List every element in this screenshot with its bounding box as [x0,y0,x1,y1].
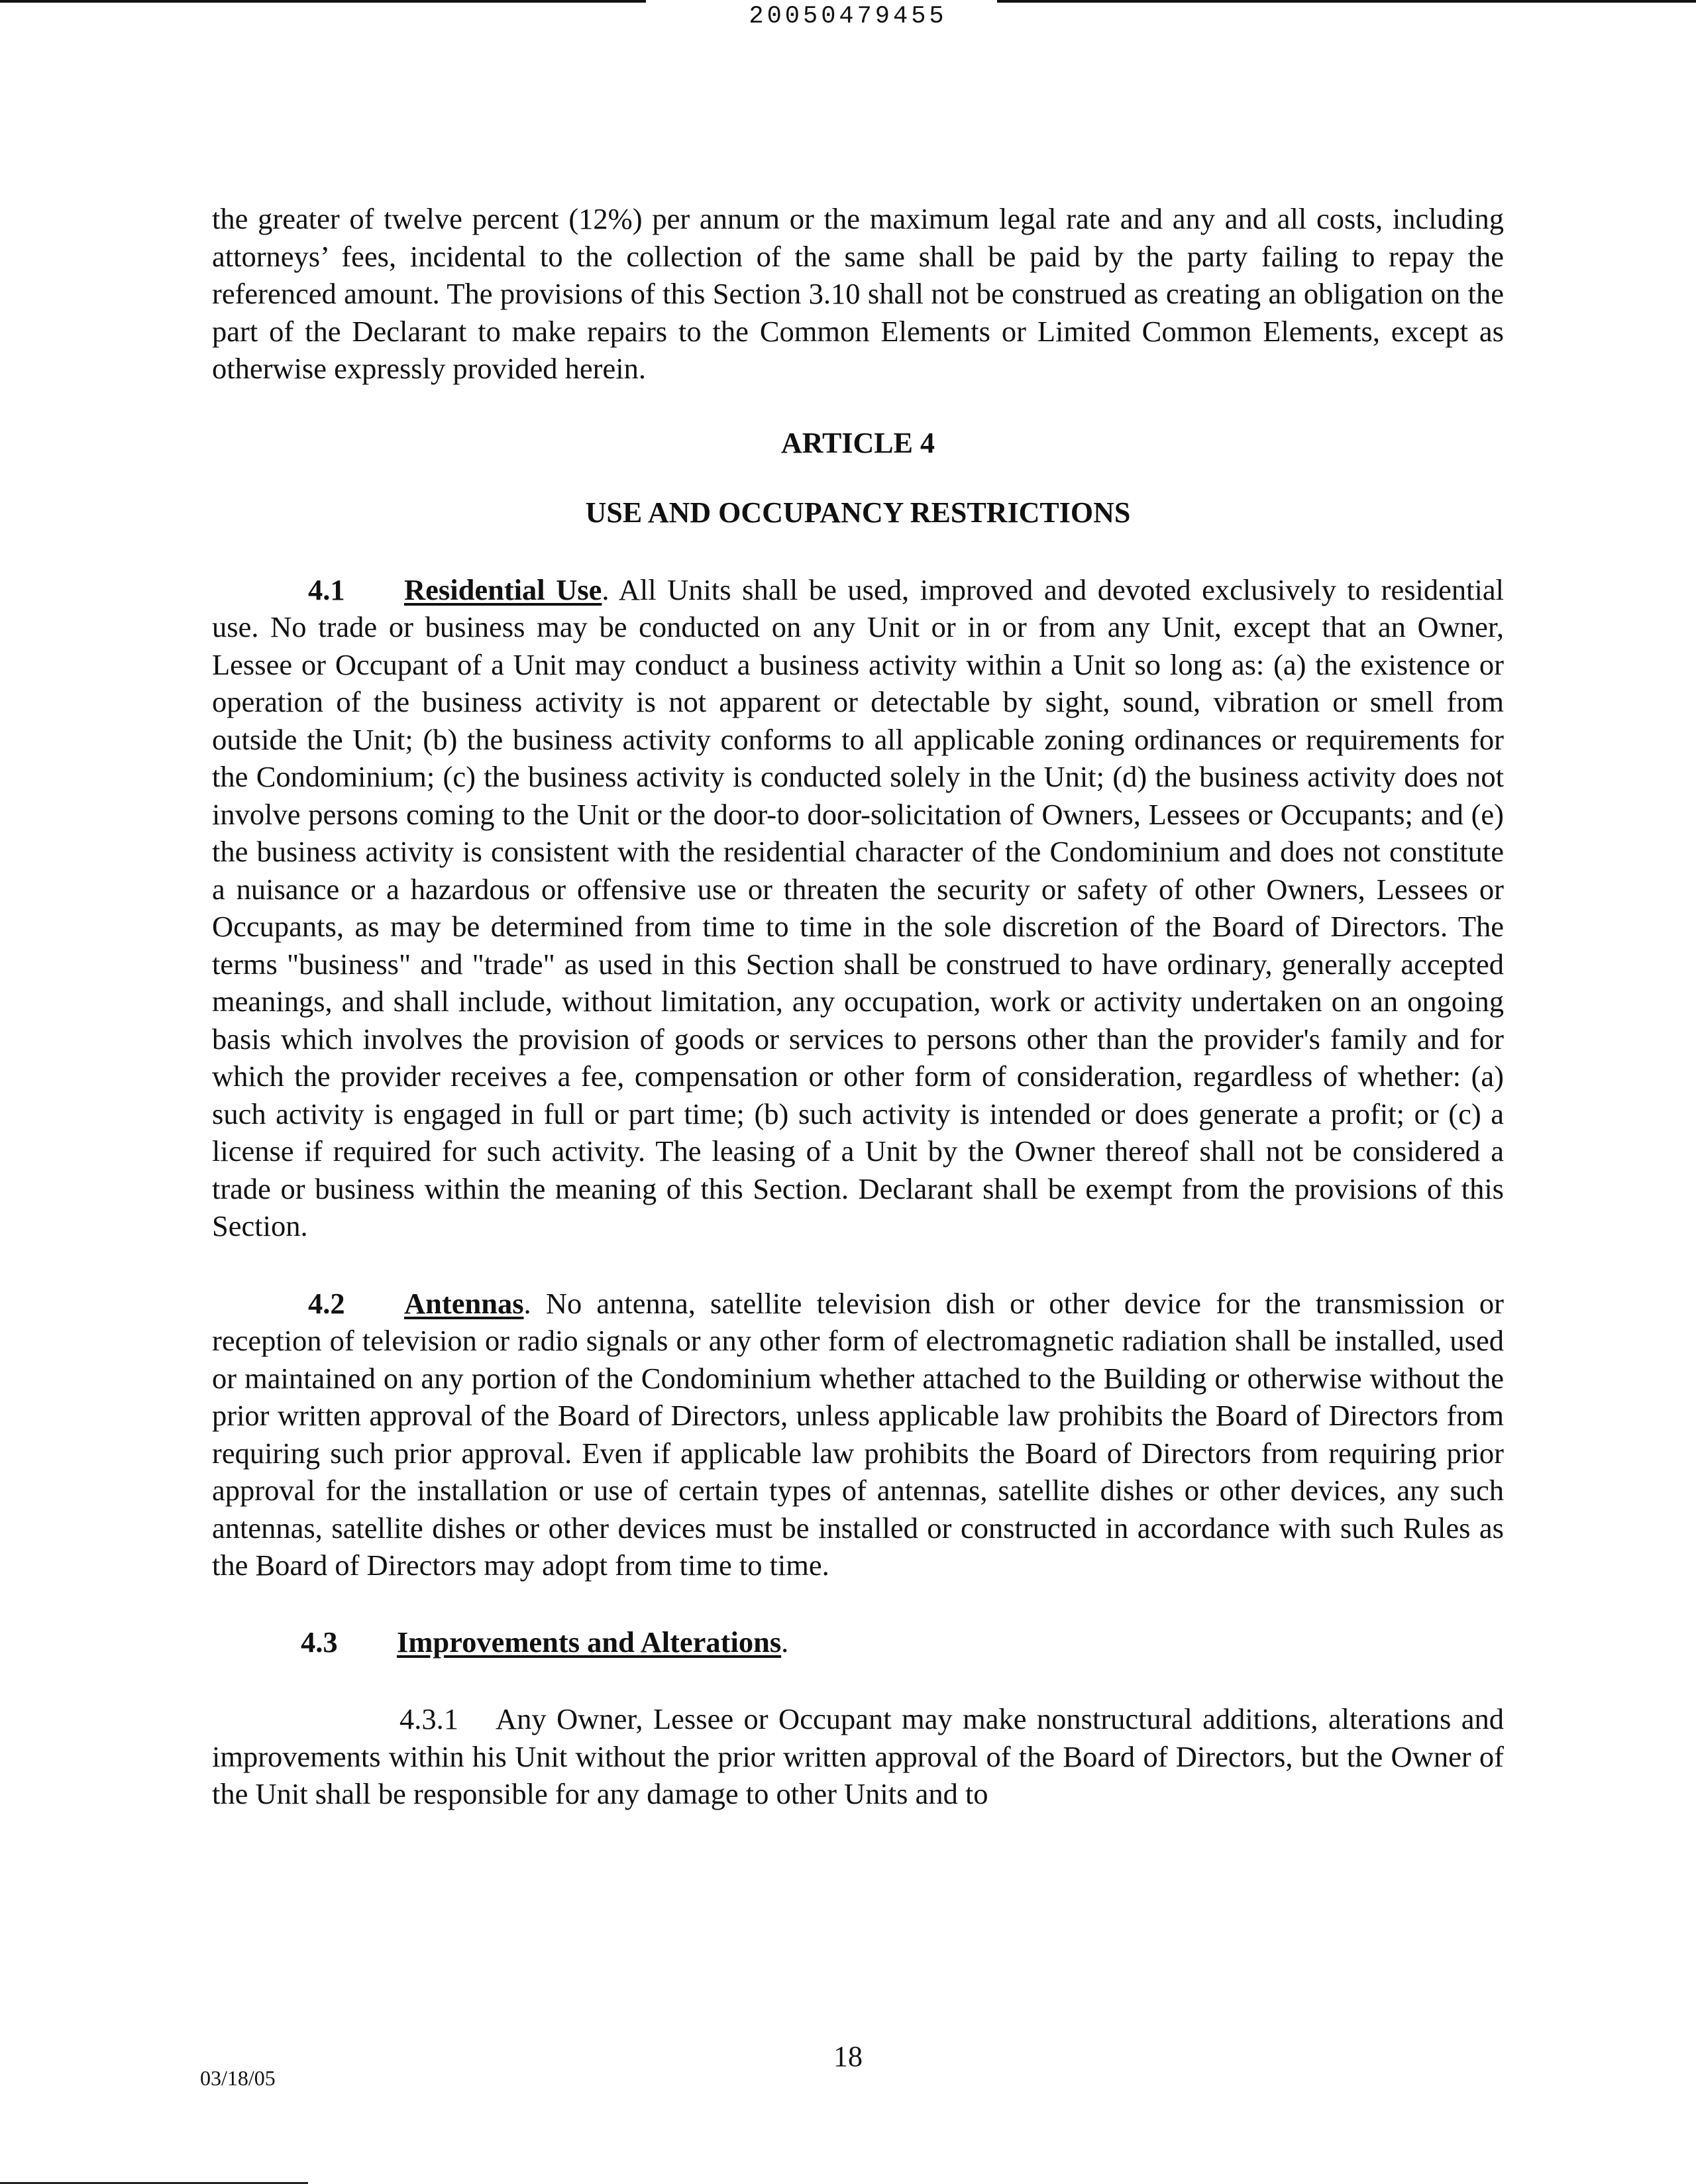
subsection-4-3-1 [212,1700,1504,1813]
section-4-3 [212,1623,1504,1661]
intro-paragraph: the greater of twelve percent (12%) per annum or the maximum legal rate and any and all costs, including attorneys’ fees, incidental to the collection of the same shall be paid by the party failing to repay the referenced amount. The provisions of this Section 3.10 shall not be construed as creating an obligation on the part of the Declarant to make repairs to the Common Elements or Limited Common Elements, except as otherwise expressly provided herein. [212,202,1504,385]
section-text: . All Units shall be used, improved and devoted exclusively to residential use. No trade or business may be conducted on any Unit or in or from any Unit, except that an Owner, Lessee or Occupant of a Unit may conduct a business activity within a Unit so long as: (a) the existence or operation of the business activity is not apparent or detectable by sight, sound, vibration or smell from outside the Unit; (b) the business activity conforms to all applicable zoning ordinances or requirements for the Condominium; (c) the business activity is conducted solely in the Unit; (d) the business activity does not involve persons coming to the Unit or the door-to door-solicitation of Owners, Lessees or Occupants; and (e) the business activity is consistent with the residential character of the Condominium and does not constitute a nuisance or a hazardous or offensive use or threaten the security or safety of other Owners, Lessees or Occupants, as may be determined from time to time in the sole discretion of the Board of Directors. The terms "business" and "trade" as used in this Section shall be construed to have ordinary, generally accepted meanings, and shall include, without limitation, any occupation, work or activity undertaken on an ongoing basis which involves the provision of goods or services to persons other than the provider's family and for which the provider receives a fee, compensation or other form of consideration, regardless of whether: (a) such activity is engaged in full or part time; (b) such activity is intended or does generate a profit; or (c) a license if required for such activity. The leasing of a Unit by the Owner thereof shall not be considered a trade or business within the meaning of this Section. Declarant shall be exempt from the provisions of this Section. [212,573,1504,1242]
section-title: Antennas [404,1286,524,1320]
section-4-1 [212,571,1504,1245]
article-number: ARTICLE 4 [781,426,935,459]
section-4-2 [212,1285,1504,1584]
page-content [212,200,1504,1813]
section-number: 4.2 [308,1286,345,1320]
section-text: . [781,1625,789,1659]
section-text: . No antenna, satellite television dish or other device for the transmission or reception of television or radio signals or any other form of electromagnetic radiation shall be installed, used or maintained on any portion of the Condominium whether attached to the Building or otherwise without the prior written approval of the Board of Directors, unless applicable law prohibits the Board of Directors from requiring such prior approval. Even if applicable law prohibits the Board of Directors from requiring prior approval for the installation or use of certain types of antennas, satellite dishes or other devices, any such antennas, satellite dishes or other devices must be installed or constructed in accordance with such Rules as the Board of Directors may adopt from time to time. [212,1286,1504,1582]
document-number: 20050479455 [749,3,947,30]
page-number: 18 [833,2040,863,2073]
subsection-number: 4.3.1 [399,1702,458,1735]
footer-date: 03/18/05 [200,2066,276,2090]
subsection-text: Any Owner, Lessee or Occupant may make nonstructural additions, alterations and improvements within his Unit without the prior written approval of the Board of Directors, but the Owner of the Unit shall be responsible for any damage to other Units and to [212,1702,1504,1810]
section-number: 4.3 [301,1625,338,1659]
section-title: Improvements and Alterations [397,1625,782,1659]
article-title: USE AND OCCUPANCY RESTRICTIONS [585,496,1131,529]
section-title: Residential Use [404,573,602,606]
section-number: 4.1 [308,573,345,606]
